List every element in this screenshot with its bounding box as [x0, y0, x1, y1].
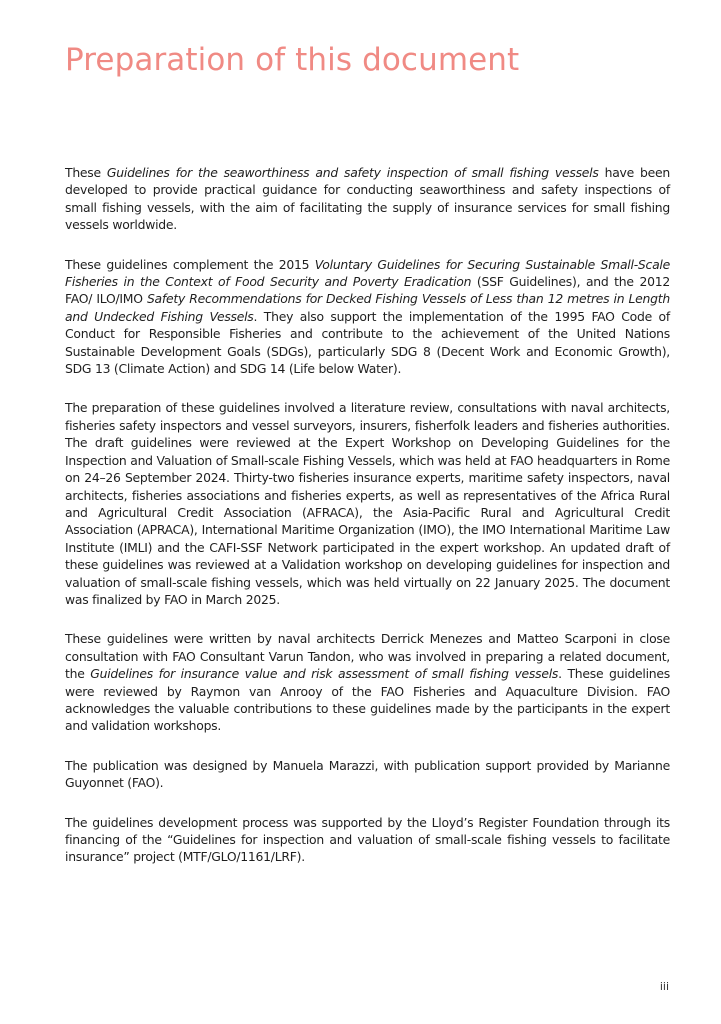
text-segment: These guidelines complement the 2015	[65, 256, 315, 272]
paragraph-preparation	[65, 399, 670, 608]
paragraph-design	[65, 757, 670, 792]
body-text	[65, 164, 670, 888]
paragraph-funding	[65, 814, 670, 866]
page-number: iii	[659, 980, 669, 993]
text-segment: (SSF Guidelines), and the 2012 FAO/ ILO/IMO	[65, 274, 670, 307]
text-segment: These guidelines were written by naval architects Derrick Menezes and Matteo Scarponi in close consultation with FAO Consultant Varun Tandon, who was involved in preparing a related document, the	[65, 631, 670, 682]
text-segment: The guidelines development process was supported by the Lloyd’s Register Foundation through its financing of the “Guidelines for inspection and valuation of small-scale fishing vessels to facilitate insurance” project (MTF/GLO/1161/LRF).	[65, 814, 670, 865]
publication-title: Guidelines for the seaworthiness and safety inspection of small fishing vessels	[106, 165, 599, 180]
safety-recommendations-title: Safety Recommendations for Decked Fishing Vessels of Less than 12 metres in Length and Undecked Fishing Vessels	[65, 291, 670, 324]
page-title: Preparation of this document	[65, 42, 520, 78]
text-segment: The preparation of these guidelines involved a literature review, consultations with naval architects, fisheries safety inspectors and vessel surveyors, insurers, fisherfolk leaders and fisheries authorities. The draft guidelines were reviewed at the Expert Workshop on Developing Guidelines for the Inspection and Valuation of Small-scale Fishing Vessels, which was held at FAO headquarters in Rome on 24–26 September 2024. Thirty-two fisheries insurance experts, maritime safety inspectors, naval architects, fisheries associations and fisheries experts, as well as representatives of the Africa Rural and Agricultural Credit Association (AFRACA), the Asia-Pacific Rural and Agricultural Credit Association (APRACA), International Maritime Organization (IMO), the IMO International Maritime Law Institute (IMLI) and the CAFI-SSF Network participated in the expert workshop. An updated draft of these guidelines was reviewed at a Validation workshop on developing guidelines for inspection and valuation of small-scale fishing vessels, which was held virtually on 22 January 2025. The document was finalized by FAO in March 2025.	[65, 400, 670, 607]
paragraph-authors	[65, 630, 670, 734]
related-document-title: Guidelines for insurance value and risk assessment of small fishing vessels	[90, 666, 559, 682]
paragraph-purpose	[65, 164, 670, 234]
ssf-guidelines-title: Voluntary Guidelines for Securing Sustainable Small-Scale Fisheries in the Context of Food Security and Poverty Eradication	[65, 256, 670, 290]
text-segment: have been developed to provide practical guidance for conducting seaworthiness and safety inspections of small fishing vessels, with the aim of facilitating the supply of insurance services for small fishing vessels worldwide.	[65, 165, 671, 233]
text-segment: . They also support the implementation of the 1995 FAO Code of Conduct for Responsible Fisheries and contribute to the achievement of the United Nations Sustainable Development Goals (SDGs), particularly SDG 8 (Decent Work and Economic Growth), SDG 13 (Climate Action) and SDG 14 (Life below Water).	[65, 308, 670, 377]
paragraph-complement	[65, 256, 670, 378]
text-segment: The publication was designed by Manuela Marazzi, with publication support provided by Marianne Guyonnet (FAO).	[65, 757, 670, 791]
text-segment: . These guidelines were reviewed by Raymon van Anrooy of the FAO Fisheries and Aquaculture Division. FAO acknowledges the valuable contributions to these guidelines made by the participants in the expert and validation workshops.	[65, 666, 670, 734]
text-segment: These	[65, 165, 107, 180]
